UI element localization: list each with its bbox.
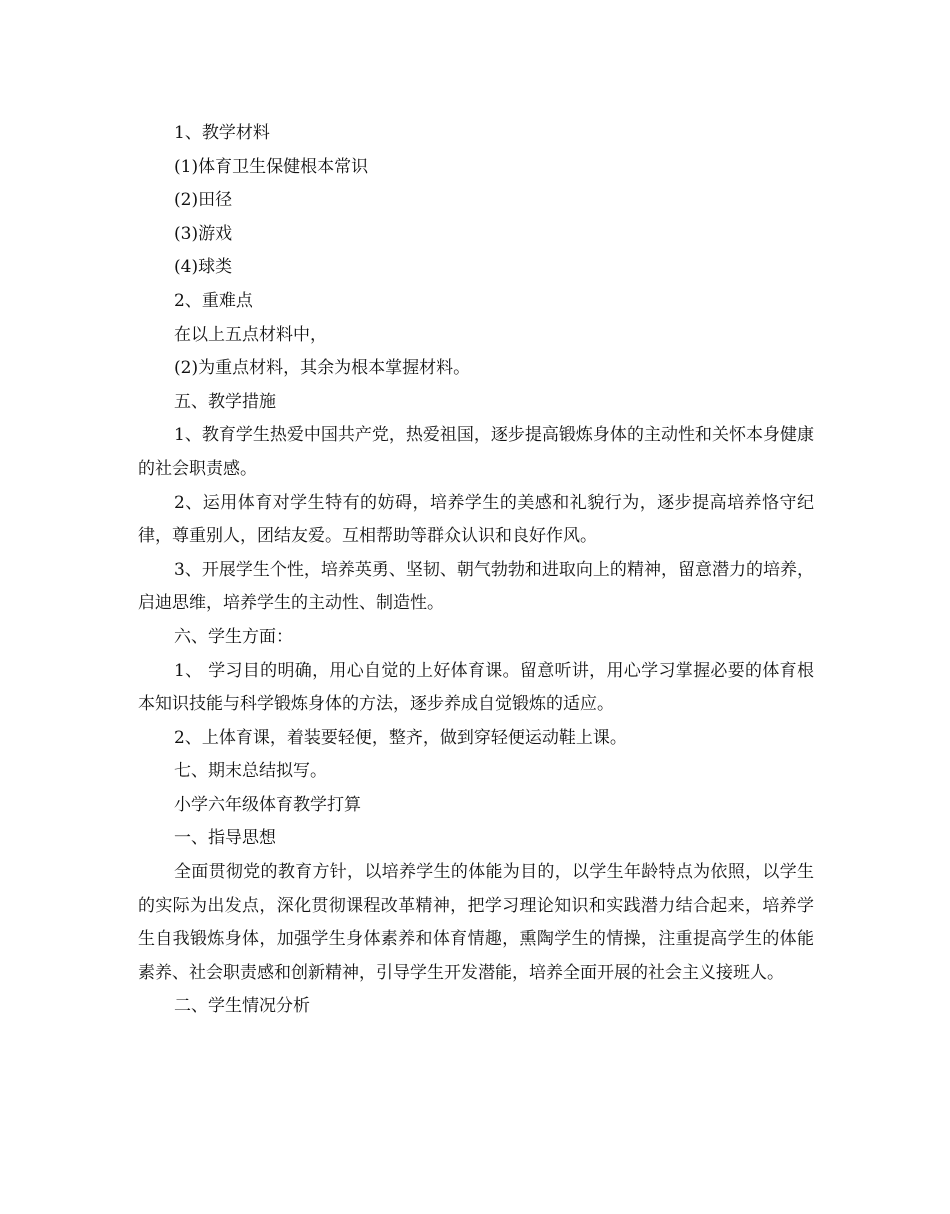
paragraph: 2、上体育课，着装要轻便，整齐，做到穿轻便运动鞋上课。 — [174, 727, 627, 748]
paragraph: 1、 学习目的明确，用心自觉的上好体育课。留意听讲，用心学习掌握必要的体育根本知识技能与科学锻炼身体的方法，逐步养成自觉锻炼的适应。 — [138, 660, 814, 715]
section-heading-students: 六、学生方面： — [174, 626, 293, 647]
paragraph: 3、开展学生个性，培养英勇、坚韧、朝气勃勃和进取向上的精神，留意潜力的培养，启迪思维，培养学生的主动性、制造性。 — [138, 559, 814, 614]
list-item: (4)球类 — [174, 257, 233, 278]
section-heading-guiding-thought: 一、指导思想 — [174, 828, 276, 849]
paragraph: (2)为重点材料，其余为根本掌握材料。 — [174, 358, 471, 379]
paragraph: 全面贯彻党的教育方针，以培养学生的体能为目的，以学生年龄特点为依照，以学生的实际为出发点，深化贯彻课程改革精神，把学习理论知识和实践潜力结合起来，培养学生自我锻炼身体，加强学生身体素养和体育情趣，熏陶学生的情操，注重提高学生的体能素养、社会职责感和创新精神，引导学生开发潜能，培养全面开展的社会主义接班人。 — [138, 862, 814, 983]
paragraph: 2、运用体育对学生特有的妨碍，培养学生的美感和礼貌行为，逐步提高培养恪守纪律，尊重别人，团结友爱。互相帮助等群众认识和良好作风。 — [138, 492, 814, 547]
document-body — [138, 117, 814, 1024]
section-heading-key-points: 2、重难点 — [174, 290, 253, 311]
paragraph: 1、教育学生热爱中国共产党，热爱祖国，逐步提高锻炼身体的主动性和关怀本身健康的社会职责感。 — [138, 425, 814, 479]
section-heading-teaching-materials: 1、教学材料 — [174, 123, 270, 143]
list-item: (3)游戏 — [174, 223, 233, 244]
list-item: (2)田径 — [174, 190, 233, 211]
paragraph: 在以上五点材料中， — [174, 324, 327, 345]
document-subtitle: 小学六年级体育教学打算 — [174, 794, 361, 815]
section-heading-student-analysis: 二、学生情况分析 — [174, 996, 310, 1017]
section-heading-summary: 七、期末总结拟写。 — [174, 761, 327, 782]
list-item: (1)体育卫生保健根本常识 — [174, 156, 369, 177]
section-heading-teaching-measures: 五、教学措施 — [174, 391, 276, 412]
